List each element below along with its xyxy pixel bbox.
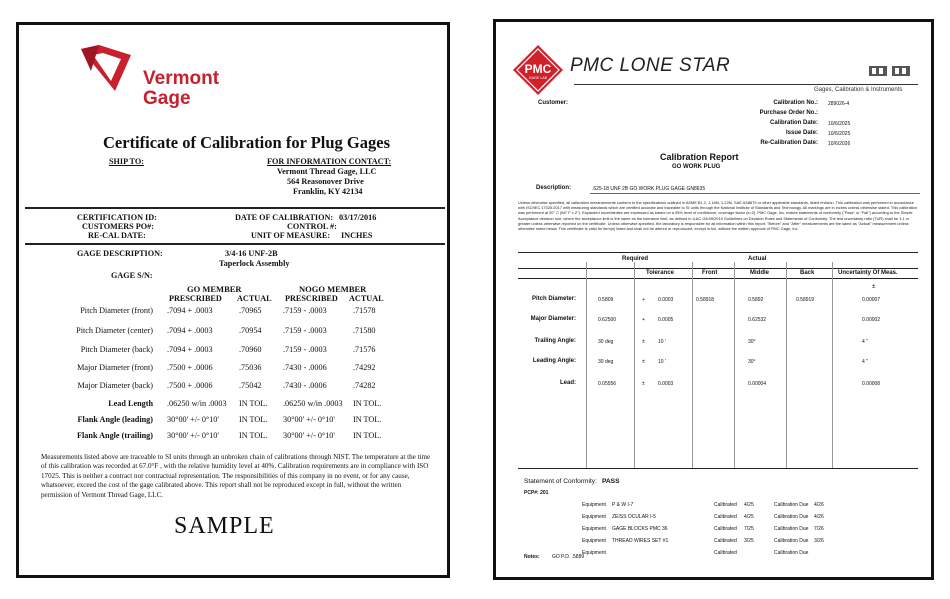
calibrated-label: Calibrated [714, 526, 737, 532]
calibration-due-label: Calibration Due [774, 502, 809, 508]
row-label: Major Diameter (front) [77, 363, 153, 372]
contact-line: Vermont Thread Gage, LLC [277, 167, 377, 176]
col-head-back: Back [800, 270, 815, 276]
nogo-prescribed: .7159 - .0003 [283, 306, 327, 315]
go-actual: IN TOL. [239, 399, 268, 408]
conformity-value: PASS [602, 478, 620, 485]
nogo-prescribed: .06250 w/in .0003 [283, 399, 343, 408]
calibration-due-date: 3/26 [814, 538, 824, 544]
info-label: Calibration No.: [773, 100, 818, 106]
conformity-label: Statement of Conformity: [524, 478, 597, 485]
nogo-actual: .71580 [353, 326, 376, 335]
table-rule [518, 278, 918, 279]
nogo-prescribed: .7430 - .0006 [283, 381, 327, 390]
nogo-prescribed: 30°00' +/- 0°10' [283, 431, 335, 440]
equipment-label: Equipment [582, 502, 606, 508]
required-value: 30 deg [598, 339, 614, 345]
equipment-label: Equipment [582, 526, 606, 532]
row-label: Flank Angle (leading) [77, 415, 153, 424]
accreditation-badge-icon [868, 64, 912, 78]
customer-label: Customer: [538, 100, 569, 106]
pmc-calibration-report [493, 19, 934, 580]
sample-watermark: SAMPLE [174, 513, 275, 539]
brand-line-1: Vermont [143, 68, 220, 89]
gage-description-value: Taperlock Assembly [219, 259, 290, 268]
table-rule [518, 252, 918, 253]
gage-description-label: GAGE DESCRIPTION: [77, 249, 163, 258]
nogo-prescribed: .7430 - .0006 [283, 363, 327, 372]
equipment-label: Equipment [582, 538, 606, 544]
row-label: Pitch Diameter (center) [76, 326, 153, 335]
report-subtitle: GO WORK PLUG [672, 164, 721, 170]
uncertainty-value: 4 " [862, 359, 868, 365]
nogo-prescribed: 30°00' +/- 0°10' [283, 415, 335, 424]
go-actual: IN TOL. [239, 431, 268, 440]
vermont-logo-icon [77, 41, 139, 93]
unit-of-measure-value: INCHES [341, 231, 373, 240]
nogo-actual: .71578 [353, 306, 376, 315]
tolerance-sign: + [642, 297, 645, 303]
calibration-due-label: Calibration Due [774, 514, 809, 520]
table-col-rule [586, 262, 587, 468]
table-col-rule [786, 262, 787, 468]
contact-line: 564 Reasonover Drive [287, 177, 364, 186]
equipment-name: GAGE BLOCKS PMC 36 [612, 526, 668, 532]
tolerance-value: 0.0005 [658, 317, 674, 323]
calibrated-label: Calibrated [714, 550, 737, 556]
info-contact-heading: FOR INFORMATION CONTACT: [267, 157, 392, 166]
gage-description-value: 3/4-16 UNF-2B [225, 249, 278, 258]
notes-value: GO P.D. .5889 [552, 554, 585, 560]
pcp-number: PCP#: 201 [524, 490, 549, 496]
calibration-due-date: 4/26 [814, 502, 824, 508]
go-actual: .75042 [239, 381, 262, 390]
row-label: Lead: [559, 380, 576, 386]
go-actual: IN TOL. [239, 415, 268, 424]
nogo-actual: IN TOL. [353, 399, 382, 408]
nogo-actual: .74282 [353, 381, 376, 390]
header-rule [574, 84, 918, 85]
recal-date-label: RE-CAL DATE: [88, 231, 146, 240]
required-heading: Required [622, 256, 649, 262]
uncertainty-value: 4 " [862, 339, 868, 345]
info-value: 10/6/2025 [828, 131, 851, 137]
table-rule [518, 268, 918, 269]
equipment-name: ZEISS OCULAR I-5 [612, 514, 656, 520]
info-label: Calibration Date: [769, 120, 818, 126]
notes-label: Notes: [524, 554, 540, 560]
divider [25, 207, 445, 209]
go-prescribed: .7500 + .0006 [167, 363, 213, 372]
fine-print-terms: Unless otherwise specified, all calibration measurements conform to the specifications outlined in ASME B1.2, 1.16M, 1.22M, SAE AS8879 or other applicable standards, listed revision. This calibration was performed in accordance with ISO/IEC 17025:2017 with measuring standards which are certified accurate and traceable to SI units through the National Institute of Standards and Technology. All markings are in inches unless otherwise stated. This calibration was performed at 20° C (68° F ± 2°). Expanded uncertainties are expressed as based on a 95% level of confidence; coverage factor (k=2). PMC Gage, Inc. makes statements of conformity ("Pass" or "Fail") according to the Simple Acceptance decision rule, where the acceptance limit is the same as the tolerance limit, as defined in ILAC-G8:09/2019 Guidelines on Decision Rules and Statements of Conformity. The test uncertainty ratio (TUR) shall be 1:1 or greater unless otherwise reported on the certificate. Unless otherwise specified, the laboratory is responsible for all information within this report. "Before" and "After" measurements are the same as "Actual" measurement unless otherwise noted below. This certificate is valid for item(s) listed and shall not be altered or reproduced, except in full, without the written approval of PMC Gage, Inc. [518, 200, 918, 232]
logo-badge-sub: GAGE LAB [528, 76, 548, 80]
go-prescribed: .06250 w/in .0003 [167, 399, 227, 408]
calibration-due-label: Calibration Due [774, 550, 809, 556]
date-of-calibration-value: 03/17/2016 [339, 213, 377, 222]
description-value: .625-18 UNF 2B GO WORK PLUG GAGE GN8635 [592, 186, 706, 192]
tolerance-value: 10 ' [658, 359, 666, 365]
go-actual: .75036 [239, 363, 262, 372]
row-label: Pitch Diameter: [531, 296, 576, 302]
go-actual: .70960 [239, 345, 262, 354]
description-underline [590, 193, 920, 194]
info-value: 289026-4 [828, 101, 850, 107]
table-col-rule [734, 262, 735, 468]
col-head: PRESCRIBED [169, 294, 222, 303]
col-head: PRESCRIBED [285, 294, 338, 303]
go-prescribed: .7500 + .0006 [167, 381, 213, 390]
required-value: 0.62500 [598, 317, 617, 323]
nogo-prescribed: .7159 - .0003 [283, 345, 327, 354]
logo-badge-text: PMC [524, 62, 552, 76]
calibration-due-label: Calibration Due [774, 526, 809, 532]
table-col-rule [832, 262, 833, 468]
table-col-rule [692, 262, 693, 468]
col-head-tolerance: Tolerance [646, 270, 674, 276]
row-label: Trailing Angle: [534, 338, 576, 344]
info-label: Purchase Order No.: [759, 110, 818, 116]
tolerance-value: 10 ' [658, 339, 666, 345]
calibrated-label: Calibrated [714, 502, 737, 508]
plus-minus-symbol: ± [872, 284, 876, 290]
tolerance-sign: + [642, 317, 645, 323]
tolerance-value: 0.0003 [658, 297, 674, 303]
equipment-name: THREAD WIRES SET #1 [612, 538, 669, 544]
nogo-prescribed: .7159 - .0003 [283, 326, 327, 335]
row-label: Major Diameter (back) [77, 381, 153, 390]
row-label: Pitch Diameter (back) [80, 345, 153, 354]
go-actual: .70954 [239, 326, 262, 335]
required-value: 0.5809 [598, 297, 614, 303]
equipment-name: P & W I-7 [612, 502, 634, 508]
unit-of-measure-label: UNIT OF MEASURE: [251, 231, 331, 240]
actual-back: 0.58919 [796, 297, 815, 303]
calibration-due-date: 4/26 [814, 514, 824, 520]
actual-middle: 30° [748, 339, 756, 345]
info-value: 10/6/2026 [828, 141, 851, 147]
brand-line-2: Gage [143, 88, 191, 109]
row-label: Lead Length [108, 399, 153, 408]
tolerance-sign: ± [642, 381, 645, 387]
tolerance-value: 0.0003 [658, 381, 674, 387]
table-col-rule [634, 262, 635, 468]
actual-middle: 0.00004 [748, 381, 767, 387]
equipment-label: Equipment [582, 550, 606, 556]
col-head: ACTUAL [237, 294, 272, 303]
col-head-middle: Middle [750, 270, 769, 276]
go-prescribed: .7094 + .0003 [167, 345, 213, 354]
nogo-actual: .74292 [353, 363, 376, 372]
traceability-statement: Measurements listed above are traceable to SI units through an unbroken chain of calibrations through NIST. The temperature at the time of this calibration was recorded at 67.0°F , with the relative humidity level at 40%. Calibration requirements are in compliance with ISO 17025. This is neither a contract nor contractual representation. The responsibilities of this company in no event, or for any cause, whatsoever, exceed the cost of the gage calibrated above. This report shall not be reproduced except in full, without the written permission of Vermont Thread Gage, LLC. [41, 453, 431, 499]
go-prescribed: 30°00' +/- 0°10' [167, 431, 219, 440]
calibrated-date: 3/25 [744, 538, 754, 544]
uncertainty-value: 0.00007 [862, 297, 881, 303]
nogo-actual: IN TOL. [353, 431, 382, 440]
date-of-calibration-label: DATE OF CALIBRATION: [235, 213, 334, 222]
nogo-member-heading: NOGO MEMBER [299, 284, 367, 294]
info-value: 10/6/2025 [828, 121, 851, 127]
tolerance-sign: ± [642, 339, 645, 345]
vermont-certificate [16, 22, 450, 578]
info-label: Re-Calibration Date: [760, 140, 818, 146]
calibrated-label: Calibrated [714, 538, 737, 544]
go-prescribed: 30°00' +/- 0°10' [167, 415, 219, 424]
contact-line: Franklin, KY 42134 [293, 187, 363, 196]
go-member-heading: GO MEMBER [187, 284, 242, 294]
gage-sn-label: GAGE S/N: [111, 271, 153, 280]
row-label: Leading Angle: [532, 358, 576, 364]
divider [25, 243, 445, 245]
nogo-actual: .71576 [353, 345, 376, 354]
go-prescribed: .7094 + .0003 [167, 326, 213, 335]
uncertainty-value: 0.00008 [862, 381, 881, 387]
col-head: ACTUAL [349, 294, 384, 303]
certificate-title: Certificate of Calibration for Plug Gages [103, 133, 391, 152]
actual-middle: 30° [748, 359, 756, 365]
tagline: Gages, Calibration & Instruments [814, 87, 903, 93]
required-value: 30 deg [598, 359, 614, 365]
actual-front: 0.58918 [696, 297, 715, 303]
pmc-brand-name: PMC LONE STAR [570, 55, 731, 76]
report-title: Calibration Report [660, 152, 739, 162]
ship-to-label: SHIP TO: [109, 157, 144, 166]
control-label: CONTROL #: [287, 222, 337, 231]
actual-heading: Actual [748, 256, 767, 262]
equipment-label: Equipment [582, 514, 606, 520]
calibrated-label: Calibrated [714, 514, 737, 520]
customer-po-label: CUSTOMERS PO#: [82, 222, 154, 231]
row-label: Major Diameter: [530, 316, 576, 322]
nogo-actual: IN TOL. [353, 415, 382, 424]
calibrated-date: 7/25 [744, 526, 754, 532]
col-head-front: Front [702, 270, 718, 276]
col-head-uncertainty: Uncertainty Of Meas. [838, 270, 898, 276]
uncertainty-value: 0.00002 [862, 317, 881, 323]
description-label: Description: [536, 185, 572, 191]
calibration-due-date: 7/26 [814, 526, 824, 532]
calibrated-date: 4/25 [744, 514, 754, 520]
row-label: Flank Angle (trailing) [77, 431, 153, 440]
go-actual: .70965 [239, 306, 262, 315]
actual-middle: 0.62532 [748, 317, 767, 323]
row-label: Pitch Diameter (front) [80, 306, 153, 315]
table-rule [518, 468, 918, 469]
calibrated-date: 4/25 [744, 502, 754, 508]
go-prescribed: .7094 + .0003 [167, 306, 213, 315]
required-value: 0.05556 [598, 381, 617, 387]
certification-id-label: CERTIFICATION ID: [77, 213, 157, 222]
tolerance-sign: ± [642, 359, 645, 365]
info-label: Issue Date: [785, 130, 818, 136]
calibration-due-label: Calibration Due [774, 538, 809, 544]
actual-middle: 0.5892 [748, 297, 764, 303]
